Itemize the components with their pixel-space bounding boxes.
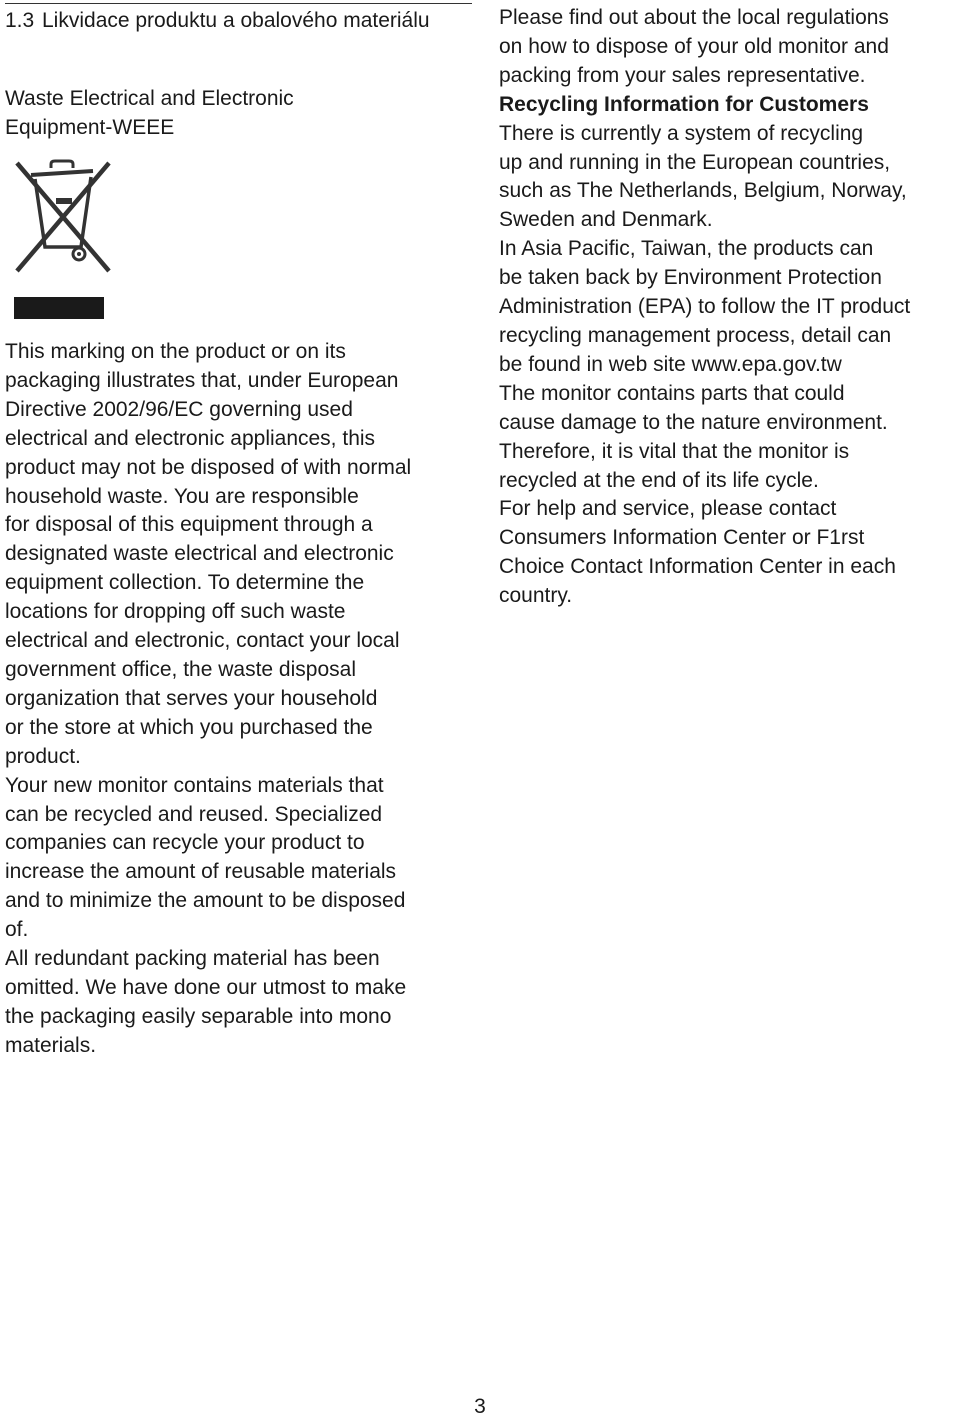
recycling-asia-paragraph: In Asia Pacific, Taiwan, the products can be taken back by Environment Protection Administration (EPA) to follow the IT product recycling management process, detail can be found in web site www.epa.gov.tw — [499, 237, 911, 376]
recycling-heading: Recycling Information for Customers — [499, 92, 869, 116]
left-body — [5, 338, 473, 1061]
weee-heading: Waste Electrical and Electronic Equipment-WEEE — [5, 87, 294, 139]
page-number: 3 — [474, 1395, 486, 1418]
environment-paragraph: The monitor contains parts that could cause damage to the nature environment. Therefore, it is vital that the monitor is recycled at the end of its life cycle. — [499, 381, 888, 492]
section-divider — [5, 3, 472, 4]
crossed-out-wheelie-bin-icon — [5, 153, 115, 323]
recycling-europe-paragraph: There is currently a system of recycling up and running in the European countries, such as The Netherlands, Belgium, Norway, Sweden and Denmark. — [499, 121, 907, 232]
help-service-paragraph: For help and service, please contact Consumers Information Center or F1rst Choice Contact Information Center in each country. — [499, 497, 896, 608]
section-title: Likvidace produktu a obalového materiálu — [42, 9, 430, 32]
right-body — [499, 4, 960, 611]
weee-paragraph-packing: All redundant packing material has been omitted. We have done our utmost to make the packaging easily separable into mono materials. — [5, 947, 407, 1057]
section-number: 1.3 — [5, 9, 35, 32]
weee-paragraph-disposal: This marking on the product or on its packaging illustrates that, under European Directive 2002/96/EC governing used electrical and electronic appliances, this product may not be disposed of with normal household waste. You are responsible for disposal of this equipment through a designated waste electrical and electronic equipment collection. To determine the locations for dropping off such waste electrical and electronic, contact your local government office, the waste disposal organization that serves your household or the store at which you purchased the product. — [5, 340, 412, 768]
regulations-paragraph: Please find out about the local regulations on how to dispose of your old monitor and packing from your sales representative. — [499, 6, 889, 87]
weee-paragraph-materials: Your new monitor contains materials that can be recycled and reused. Specialized companies can recycle your product to increase the amount of reusable materials and to minimize the amount to be disposed of. — [5, 773, 406, 942]
section-heading — [5, 6, 465, 35]
